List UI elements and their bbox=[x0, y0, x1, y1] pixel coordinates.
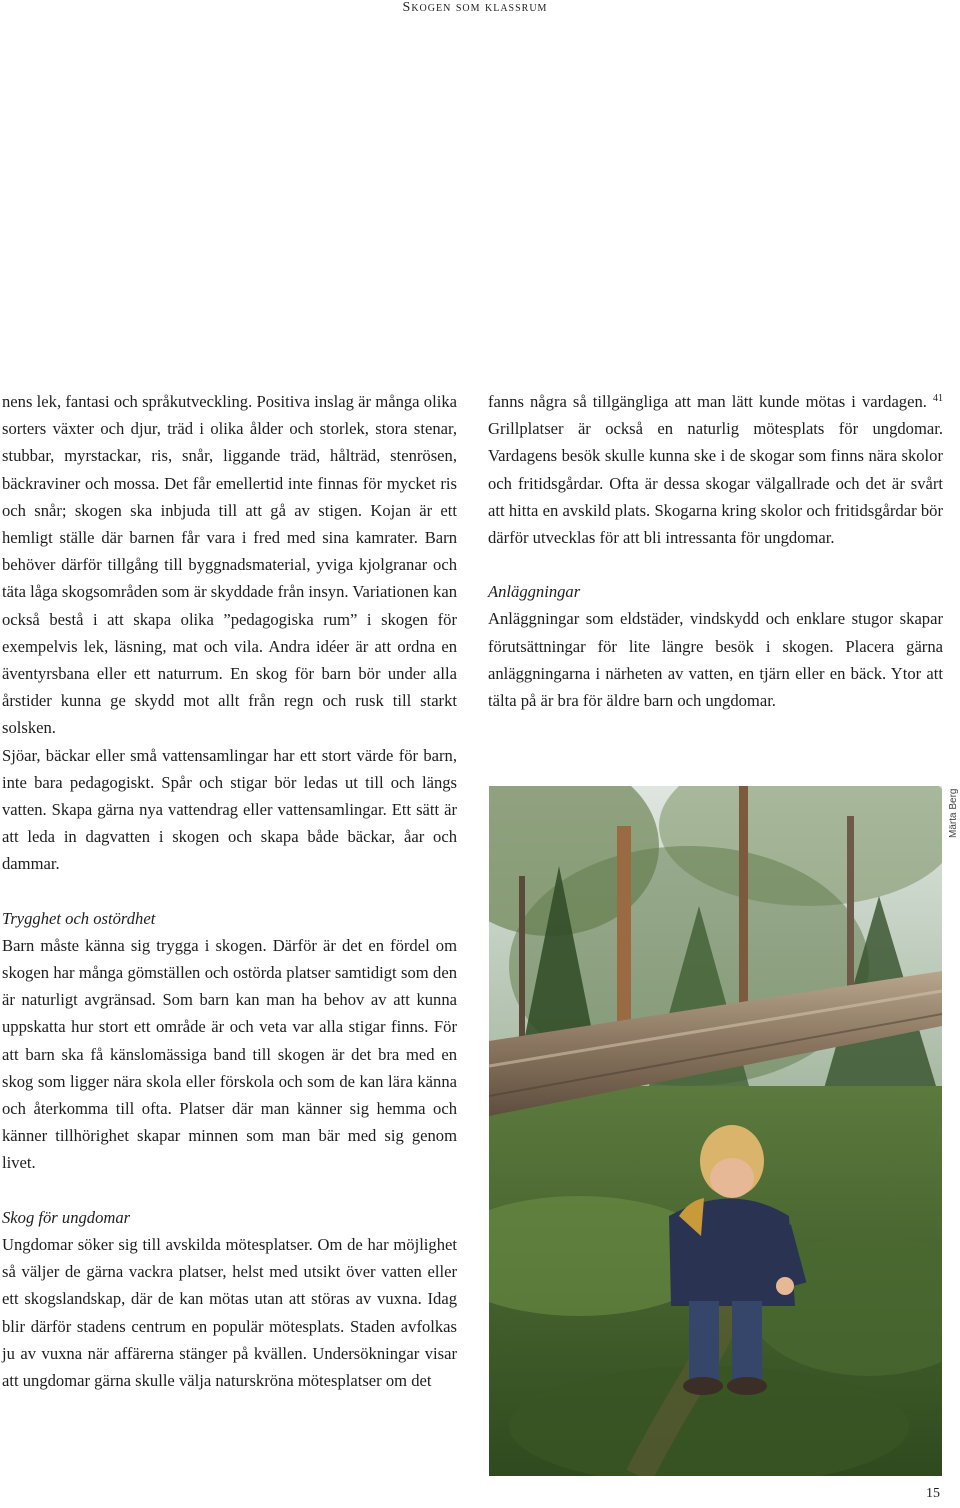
subheading-ungdomar: Skog för ungdomar bbox=[2, 1207, 131, 1227]
running-head: Skogen som klassrum bbox=[402, 0, 548, 15]
right-column bbox=[488, 388, 943, 714]
left-paragraph-2: Sjöar, bäckar eller små vattensamlingar har ett stort värde för barn, inte bara pedagogiskt. Spår och stigar bör ledas ut till och längs vatten. Skapa gärna nya vattendrag eller vattensamlingar. Ett sätt är att leda in dagvatten i skogen och skapa både bäckar, åar och dammar. bbox=[2, 745, 457, 874]
page-number: 15 bbox=[926, 1486, 940, 1501]
right-paragraph-1 bbox=[488, 388, 943, 551]
right-paragraph-1-end: Grillplatser är också en naturlig mötesplats för ungdomar. Vardagens besök skulle kunna ske i de skogar som finns nära skolor och fritidsgårdar. Ofta är dessa skogar välgallrade och det är svårt att hitta en avskild plats. Skogarna kring skolor och fritidsgårdar bör därför utvecklas för att bli intressanta för ungdomar. bbox=[488, 419, 943, 548]
trygghet-body: Barn måste känna sig trygga i skogen. Därför är det en fördel om skogen har många gömställen och ostörda platser samtidigt som den är naturligt avgränsad. Som barn kan man ha behov av att kunna uppskatta hur stort ett område är och veta var alla stigar finns. För att barn ska få känslomässiga band till skogen är det bra med en skog som ligger nära skola eller förskola och som de kan lära känna och återkomma till ofta. Platser där man känner sig hemma och känner tillhörighet skapar minnen som man bär med sig genom livet. bbox=[2, 935, 457, 1173]
left-paragraph-1: nens lek, fantasi och språkutveckling. Positiva inslag är många olika sorters växter och djur, träd i olika ålder och storlek, stora stenar, stubbar, myrstackar, ris, snår, liggande träd, hålträd, stenrösen, bäckraviner och mossa. Det får emellertid inte finnas för mycket ris och snår; skogen ska inbjuda till att gå av stigen. Kojan är ett hemligt ställe där barnen får vara i fred med sina kamrater. Barn behöver därför tillgång till byggnadsmaterial, yviga kjolgranar och täta låga skogsområden som är skyddade från insyn. Variationen kan också bestå i att skapa olika ”pedagogiska rum” i skogen för exempelvis lek, läsning, mat och vila. Andra idéer är att ordna en äventyrsbana eller ett naturrum. En skog för barn bör under alla årstider kunna ge skydd mot allt från regn och rusk till starkt solsken. bbox=[2, 392, 457, 738]
left-column bbox=[2, 388, 457, 1394]
ungdomar-body: Ungdomar söker sig till avskilda mötesplatser. Om de har möjlighet så väljer de gärna vackra platser, helst med utsikt över vatten eller ett skogslandskap, där de kan mötas utan att störas av vuxna. Idag blir därför stadens centrum en populär mötesplats. Staden avfolkas ju av vuxna när affärerna stänger på kvällen. Undersökningar visar att ungdomar gärna skulle välja naturskröna mötesplatser om det bbox=[2, 1234, 457, 1390]
subheading-anlaggningar: Anläggningar bbox=[488, 582, 581, 602]
forest-photo bbox=[489, 786, 942, 1476]
right-paragraph-1-start: fanns några så tillgängliga att man lätt kunde mötas i vardagen. bbox=[488, 392, 927, 411]
photo-credit: Märta Berg bbox=[948, 788, 959, 838]
subheading-trygghet: Trygghet och ostördhet bbox=[2, 908, 156, 928]
footnote-marker: 41 bbox=[932, 393, 943, 404]
anlaggningar-body: Anläggningar som eldstäder, vindskydd och enklare stugor skapar förutsättningar för lite längre besök i skogen. Placera gärna anläggningarna i närheten av vatten, en tjärn eller en bäck. Ytor att tälta på är bra för äldre barn och ungdomar. bbox=[488, 609, 943, 711]
